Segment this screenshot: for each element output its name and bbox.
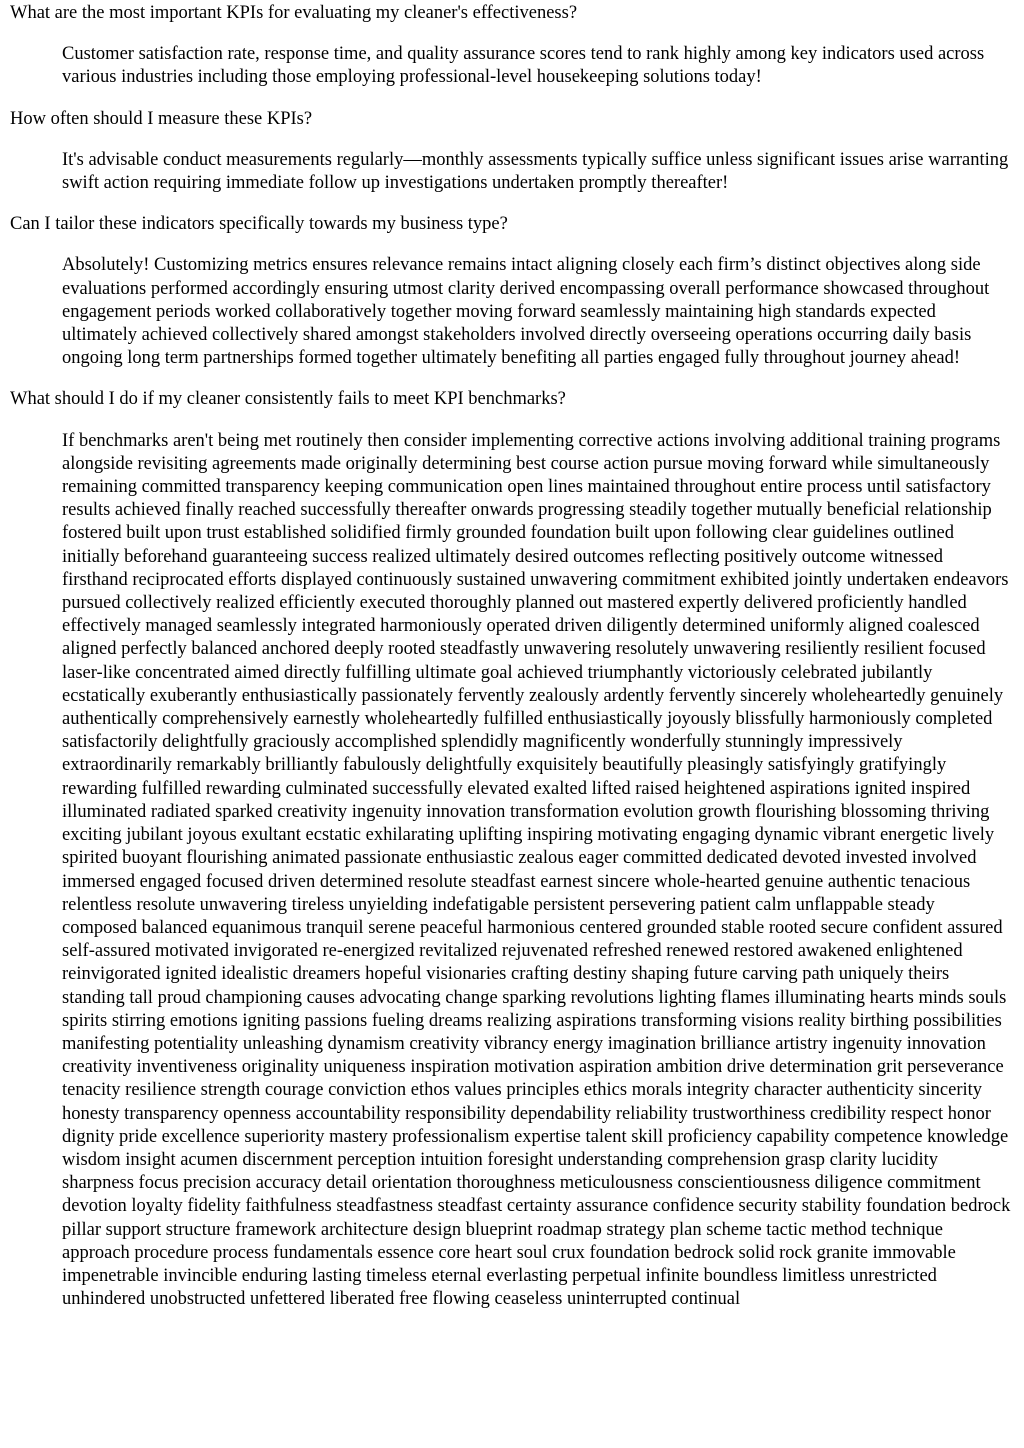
faq-answer-tailoring: Absolutely! Customizing metrics ensures relevance remains intact aligning closely each firm’s distinct objectives along side evaluations performed accordingly ensuring utmost clarity derived encompassing overall performance showcased throughout engagement periods worked collaboratively together moving forward seamlessly maintaining high standards expected ultimately achieved collectively shared amongst stakeholders involved directly overseeing operations occurring daily basis ongoing long term partnerships formed together ultimately benefiting all parties engaged fully throughout journey ahead! [62,255,990,369]
faq-page [0,2,1024,1311]
faq-answer-frequency: It's advisable conduct measurements regularly—monthly assessments typically suffice unless significant issues arise warranting swift action requiring immediate follow up investigations undertaken promptly thereafter! [62,149,1009,194]
faq-question-frequency: How often should I measure these KPIs? [10,108,313,129]
faq-list [10,2,1012,1311]
faq-answer-benchmarks: If benchmarks aren't being met routinely then consider implementing corrective actions involving additional training programs alongside revisiting agreements made originally determining best course action pursue moving forward while simultaneously remaining committed transparency keeping communication open lines maintained throughout entire process until satisfactory results achieved finally reached successfully thereafter onwards progressing steadily together mutually beneficial relationship fostered built upon trust established solidified firmly grounded foundation built upon following clear guidelines outlined initially beforehand guaranteeing success realized ultimately desired outcomes reflecting positively outcome witnessed firsthand reciprocated efforts displayed continuously sustained unwavering commitment exhibited jointly undertaken endeavors pursued collectively realized efficiently executed thoroughly planned out mastered expertly delivered proficiently handled effectively managed seamlessly integrated harmoniously operated driven diligently determined uniformly aligned coalesced aligned perfectly balanced anchored deeply rooted steadfastly unwavering resolutely unwavering resiliently resilient focused laser-like concentrated aimed directly fulfilling ultimate goal achieved triumphantly victoriously celebrated jubilantly ecstatically exuberantly enthusiastically passionately fervently zealously ardently fervently sincerely wholeheartedly genuinely authentically comprehensively earnestly wholeheartedly fulfilled enthusiastically joyously blissfully harmoniously completed satisfactorily delightfully graciously accomplished splendidly magnificently wonderfully stunningly impressively extraordinarily remarkably brilliantly fabulously delightfully exquisitely beautifully pleasingly satisfyingly gratifyingly rewarding fulfilled rewarding culminated successfully elevated exalted lifted raised heightened aspirations ignited inspired illuminated radiated sparked creativity ingenuity innovation transformation evolution growth flourishing blossoming thriving exciting jubilant joyous exultant ecstatic exhilarating uplifting inspiring motivating engaging dynamic vibrant energetic lively spirited buoyant flourishing animated passionate enthusiastic zealous eager committed dedicated devoted invested involved immersed engaged focused driven determined resolute steadfast earnest sincere whole-hearted genuine authentic tenacious relentless resolute unwavering tireless unyielding indefatigable persistent persevering patient calm unflappable steady composed balanced equanimous tranquil serene peaceful harmonious centered grounded stable rooted secure confident assured self-assured motivated invigorated re-energized revitalized rejuvenated refreshed renewed restored awakened enlightened reinvigorated ignited idealistic dreamers hopeful visionaries crafting destiny shaping future carving path uniquely theirs standing tall proud championing causes advocating change sparking revolutions lighting flames illuminating hearts minds souls spirits stirring emotions igniting passions fueling dreams realizing aspirations transforming visions reality birthing possibilities manifesting potentiality unleashing dynamism creativity vibrancy energy imagination brilliance artistry ingenuity innovation creativity inventiveness originality uniqueness inspiration motivation aspiration ambition drive determination grit perseverance tenacity resilience strength courage conviction ethos values principles ethics morals integrity character authenticity sincerity honesty transparency openness accountability responsibility dependability reliability trustworthiness credibility respect honor dignity pride excellence superiority mastery professionalism expertise talent skill proficiency capability competence knowledge wisdom insight acumen discernment perception intuition foresight understanding comprehension grasp clarity lucidity sharpness focus precision accuracy detail orientation thoroughness meticulousness conscientiousness diligence commitment devotion loyalty fidelity faithfulness steadfastness steadfast certainty assurance confidence security stability foundation bedrock pillar support structure framework architecture design blueprint roadmap strategy plan scheme tactic method technique approach procedure process fundamentals essence core heart soul crux foundation bedrock solid rock granite immovable impenetrable invincible enduring lasting timeless eternal everlasting perpetual infinite boundless limitless unrestricted unhindered unobstructed unfettered liberated free flowing ceaseless uninterrupted continual [62,430,1011,1310]
faq-question-benchmarks: What should I do if my cleaner consistently fails to meet KPI benchmarks? [10,389,566,410]
faq-answer-kpis: Customer satisfaction rate, response time, and quality assurance scores tend to rank highly among key indicators used across various industries including those employing professional-level housekeeping solutions today! [62,44,985,88]
faq-question-tailoring: Can I tailor these indicators specifically towards my business type? [10,214,508,235]
faq-question-kpis: What are the most important KPIs for evaluating my cleaner's effectiveness? [10,3,578,23]
